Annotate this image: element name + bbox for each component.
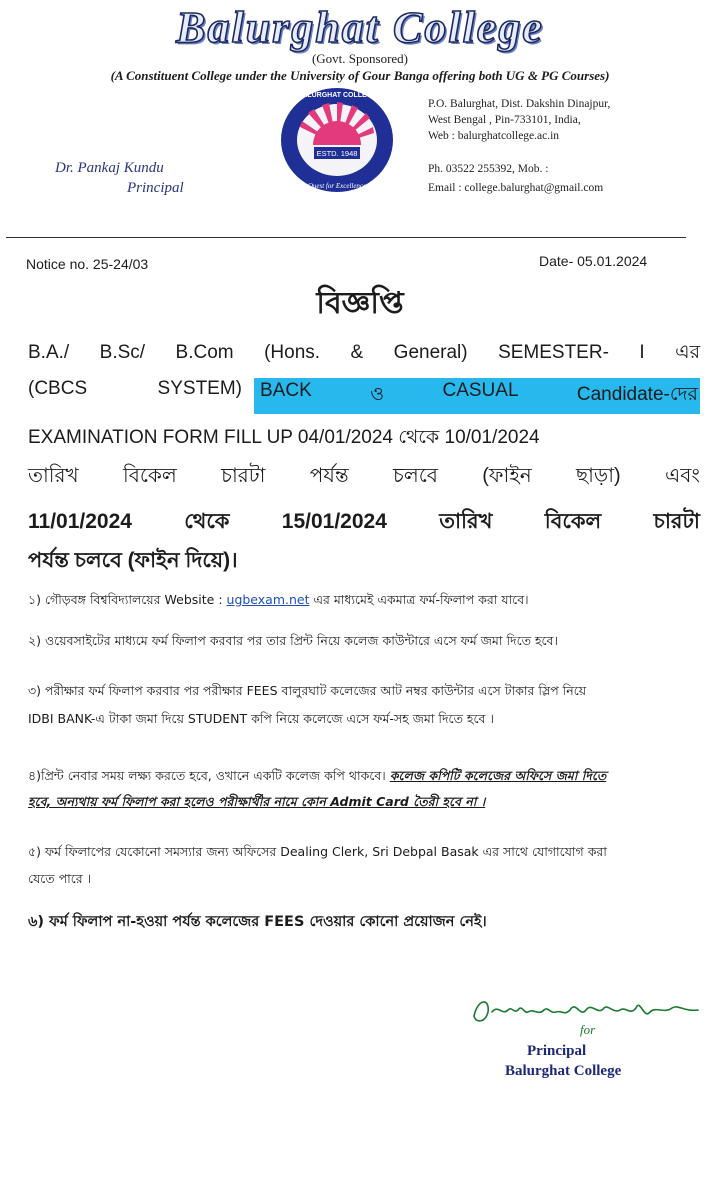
instruction-3: ৩) পরীক্ষার ফর্ম ফিলাপ করবার পর পরীক্ষার FEES বালুরঘাট কলেজের আট নম্বর কাউন্টার এসে টাকার স্লিপ নিয়ে IDBI BANK-এ টাকা জমা দিয়ে STUDENT কপি নিয়ে কলেজে এসে ফর্ম-সহ জমা দিতে হবে । xyxy=(28,683,587,726)
warning-underlined-1: কলেজ কপিটি কলেজের অফিসে জমা দিতে xyxy=(389,768,607,783)
college-logo xyxy=(278,85,396,195)
college-name: Balurghat College xyxy=(176,3,544,52)
body-line-5: 11/01/2024 থেকে 15/01/2024 তারিখ বিকেল চারটা xyxy=(28,510,700,533)
instruction-4: ৪)প্রিন্ট নেবার সময় লক্ষ্য করতে হবে, ওখানে একটি কলেজ কপি থাকবে। কলেজ কপিটি কলেজের অফিসে জমা দিতে হবে, অন্যথায় ফর্ম ফিলাপ করা হলেও পরীক্ষার্থীর নামে কোন Admit Card তৈরী হবে না । xyxy=(28,768,698,814)
principal-name: Dr. Pankaj Kundu xyxy=(55,160,164,176)
govt-sponsored-label: (Govt. Sponsored) xyxy=(311,51,409,66)
signature-for-text: for xyxy=(580,1022,596,1037)
instruction-2: ২) ওয়েবসাইটের মাধ্যমে ফর্ম ফিলাপ করবার পর তার প্রিন্ট নিয়ে কলেজ কাউন্টারে এসে ফর্ম জমা দিতে হবে। xyxy=(28,633,558,648)
notice-number: Notice no. 25-24/03 xyxy=(26,256,149,272)
logo-estd: ESTD. 1948 xyxy=(316,149,358,158)
body-line-2: (CBCS SYSTEM) BACK ও CASUAL Candidate-দের xyxy=(28,378,700,414)
logo-motto: Quest for Excellence xyxy=(307,182,367,190)
highlighted-candidates: BACK ও CASUAL Candidate-দের xyxy=(254,378,700,414)
notice-date: Date- 05.01.2024 xyxy=(539,253,648,269)
ugbexam-link[interactable]: ugbexam.net xyxy=(226,592,310,607)
constituent-statement: (A Constituent College under the University of Gour Banga offering both UG & PG Courses) xyxy=(110,68,610,83)
address-line-2: West Bengal , Pin-733101, India, xyxy=(428,114,581,126)
header-divider xyxy=(6,237,686,238)
body-line-6: পর্যন্ত চলবে (ফাইন দিয়ে)। xyxy=(28,549,238,572)
warning-underlined-2: হবে, অন্যথায় ফর্ম ফিলাপ করা হলেও পরীক্ষার্থীর নামে কোন Admit Card তৈরী হবে না । xyxy=(28,794,486,809)
website-line: Web : balurghatcollege.ac.in xyxy=(428,130,560,142)
instruction-1: ১) গৌড়বঙ্গ বিশ্ববিদ্যালয়ের Website : ugbexam.net এর মাধ্যমেই একমাত্র ফর্ম-ফিলাপ করা যাবে। xyxy=(28,592,529,607)
phone-line: Ph. 03522 255392, Mob. : xyxy=(428,163,549,175)
notice-heading: বিজ্ঞপ্তি xyxy=(316,286,404,321)
body-line-1: B.A./ B.Sc/ B.Com (Hons. & General) SEMESTER- I এর xyxy=(28,342,701,363)
email-line: Email : college.balurghat@gmail.com xyxy=(428,182,604,194)
instruction-5: ৫) ফর্ম ফিলাপের যেকোনো সমস্যার জন্য অফিসের Dealing Clerk, Sri Debpal Basak এর সাথে যোগাযোগ করা যেতে পারে । xyxy=(28,844,607,886)
signature-title: Principal xyxy=(527,1043,587,1059)
body-line-3: EXAMINATION FORM FILL UP 04/01/2024 থেকে 10/01/2024 xyxy=(28,427,540,448)
signature-college: Balurghat College xyxy=(505,1063,622,1079)
principal-signature xyxy=(468,990,708,1040)
body-line-4: তারিখ বিকেল চারটা পর্যন্ত চলবে (ফাইন ছাড়া) এবং xyxy=(28,465,700,487)
instruction-6: ৬) ফর্ম ফিলাপ না-হওয়া পর্যন্ত কলেজের FEES দেওয়ার কোনো প্রয়োজন নেই। xyxy=(28,914,487,930)
principal-title: Principal xyxy=(127,180,184,196)
logo-title: BALURGHAT COLLEGE xyxy=(297,92,377,99)
address-line-1: P.O. Balurghat, Dist. Dakshin Dinajpur, xyxy=(428,98,611,110)
